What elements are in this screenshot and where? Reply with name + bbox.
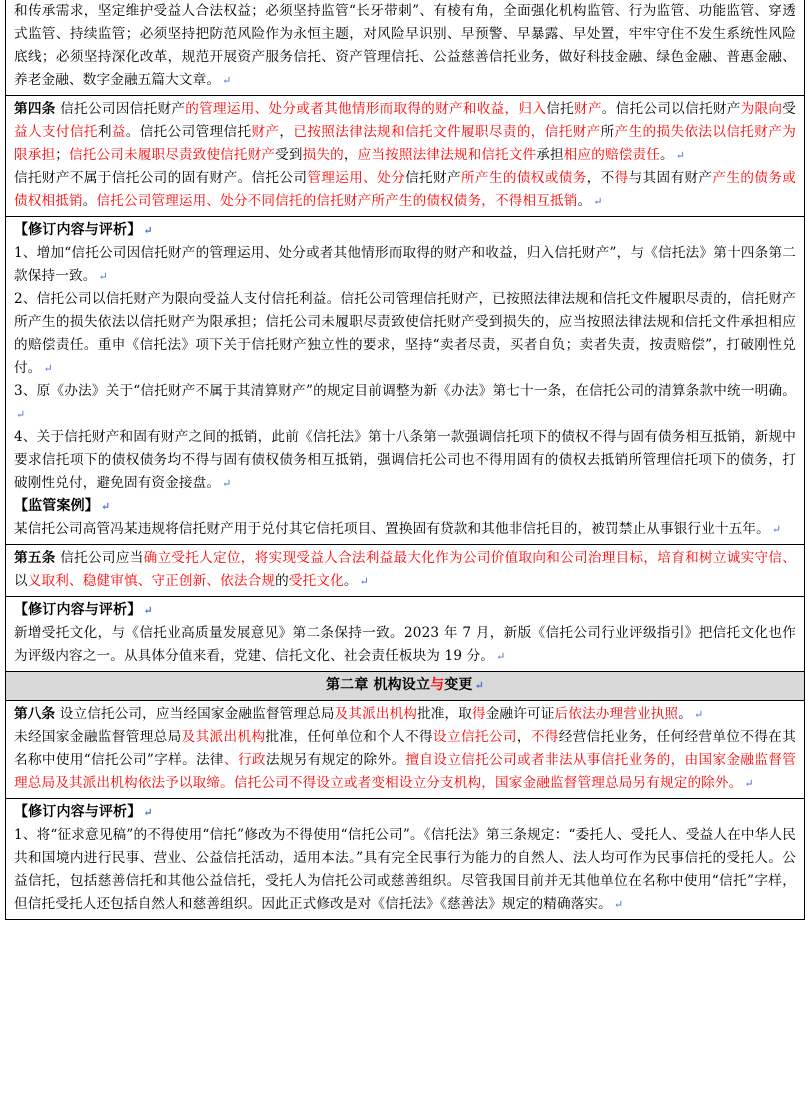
paragraph-mark-icon: ↵: [613, 898, 624, 911]
revision-1-item-3: 3、原《办法》关于“信托财产不属于其清算财产”的规定目前调整为新《办法》第七十一条，在信托公司的清算条款中统一明确。↵: [14, 383, 796, 421]
article-8-paragraph-2: 未经国家金融监督管理总局及其派出机构批准，任何单位和个人不得设立信托公司，不得经营信托业务，任何经营单位不得在其名称中使用“信托公司”字样。法律、行政法规另有规定的除外。擅自设立信托公司或者非法从事信托业务的，由国家金融监督管理总局及其派出机构依法予以取缔。信托公司不得设立或者变相设立分支机构，国家金融监督管理总局另有规定的除外。 ↵: [14, 729, 797, 791]
article-8-cell: [5, 701, 805, 799]
paragraph-mark-icon: ↵: [222, 477, 232, 490]
paragraph-mark-icon: ↵: [100, 500, 111, 513]
document-page: [5, 0, 805, 920]
paragraph-mark-icon: ↵: [474, 679, 484, 692]
revision-2-cell: [5, 597, 805, 672]
revision-1-cell: [5, 217, 805, 545]
article-4-cell: [5, 96, 805, 217]
paragraph-mark-icon: ↵: [359, 575, 369, 588]
article-8-label: 第八条: [14, 706, 56, 722]
paragraph-mark-icon: ↵: [744, 777, 754, 790]
article-4-label: 第四条: [14, 101, 56, 117]
revision-1-title: 【修订内容与评析】 ↵: [14, 222, 153, 238]
paragraph-mark-icon: ↵: [16, 408, 26, 421]
continuation-cell: [5, 0, 805, 96]
revision-1-item-4: 4、关于信托财产和固有财产之间的抵销，此前《信托法》第十八条第一款强调信托项下的债权不得与固有债务相互抵销，新规中要求信托项下的债权债务均不得与固有债权债务相互抵销，强调信托公司也不得用固有的债权去抵销所管理信托项下的债务，打破刚性兑付，避免固有资金接盘。 ↵: [14, 429, 796, 491]
paragraph-mark-icon: ↵: [771, 523, 782, 536]
paragraph-mark-icon: ↵: [496, 650, 506, 663]
revision-2-text: 新增受托文化，与《信托业高质量发展意见》第二条保持一致。2023 年 7 月，新版《信托公司行业评级指引》把信托文化也作为评级内容之一。从具体分值来看，党建、信托文化、社会责任板块为 19 分。 ↵: [14, 625, 796, 664]
revision-1-item-1: 1、增加“信托公司因信托财产的管理运用、处分或者其他情形而取得的财产和收益，归入信托财产”，与《信托法》第十四条第二款保持一致。 ↵: [14, 245, 796, 284]
article-4-paragraph-1: 第四条 信托公司因信托财产的管理运用、处分或者其他情形而取得的财产和收益，归入信托财产。信托公司以信托财产为限向受益人支付信托利益。信托公司管理信托财产，已按照法律法规和信托文件履职尽责的，信托财产所产生的损失依法以信托财产为限承担；信托公司未履职尽责致使信托财产受到损失的，应当按照法律法规和信托文件承担相应的赔偿责任。 ↵: [14, 101, 797, 163]
continuation-paragraph: 和传承需求，坚定维护受益人合法权益；必须坚持监管“长牙带刺”、有棱有角，全面强化机构监管、行为监管、功能监管、穿透式监管、持续监管；必须坚持把防范风险作为永恒主题，对风险早识别、早预警、早暴露、早处置，牢牢守住不发生系统性风险底线；必须坚持深化改革，规范开展资产服务信托、资产管理信托、公益慈善信托业务，做好科技金融、绿色金融、普惠金融、养老金融、数字金融五篇大文章。 ↵: [14, 3, 796, 88]
case-1-title: 【监管案例】 ↵: [14, 498, 111, 514]
paragraph-mark-icon: ↵: [143, 604, 153, 617]
article-5-paragraph: 第五条 信托公司应当确立受托人定位，将实现受益人合法利益最大化作为公司价值取向和公司治理目标，培育和树立诚实守信、以义取利、稳健审慎、守正创新、依法合规的受托文化。 ↵: [14, 550, 797, 589]
case-1-text: 某信托公司高管冯某违规将信托财产用于兑付其它信托项目、置换固有贷款和其他非信托目的，被罚禁止从事银行业十五年。 ↵: [14, 521, 782, 537]
revision-2-title: 【修订内容与评析】 ↵: [14, 602, 153, 618]
chapter-2-heading: 第二章 机构设立与变更 ↵: [326, 677, 484, 693]
article-8-paragraph-1: 第八条 设立信托公司，应当经国家金融监督管理总局及其派出机构批准，取得金融许可证后依法办理营业执照。 ↵: [14, 706, 704, 722]
revision-3-title: 【修订内容与评析】 ↵: [14, 804, 153, 820]
article-5-cell: [5, 545, 805, 597]
paragraph-mark-icon: ↵: [98, 270, 108, 283]
paragraph-mark-icon: ↵: [222, 74, 232, 87]
paragraph-mark-icon: ↵: [593, 195, 603, 208]
chapter-2-heading-cell: [5, 672, 805, 701]
paragraph-mark-icon: ↵: [43, 362, 53, 375]
paragraph-mark-icon: ↵: [143, 224, 153, 237]
article-5-label: 第五条: [14, 550, 56, 566]
paragraph-mark-icon: ↵: [675, 149, 686, 162]
paragraph-mark-icon: ↵: [143, 806, 153, 819]
article-4-paragraph-2: 信托财产不属于信托公司的固有财产。信托公司管理运用、处分信托财产所产生的债权或债务，不得与其固有财产产生的债务或债权相抵销。信托公司管理运用、处分不同信托的信托财产所产生的债权债务，不得相互抵销。 ↵: [14, 170, 796, 209]
revision-1-item-2: 2、信托公司以信托财产为限向受益人支付信托利益。信托公司管理信托财产，已按照法律法规和信托文件履职尽责的，信托财产所产生的损失依法以信托财产为限承担；信托公司未履职尽责致使信托财产受到损失的，应当按照法律法规和信托文件承担相应的赔偿责任。重申《信托法》项下关于信托财产独立性的要求，坚持“卖者尽责，买者自负；卖者失责，按责赔偿”，打破刚性兑付。 ↵: [14, 291, 796, 376]
paragraph-mark-icon: ↵: [693, 708, 704, 721]
revision-3-text: 1、将“征求意见稿”的不得使用“信托”修改为不得使用“信托公司”。《信托法》第三条规定：“委托人、受托人、受益人在中华人民共和国境内进行民事、营业、公益信托活动，适用本法。”具有完全民事行为能力的自然人、法人均可作为民事信托的受托人。公益信托，包括慈善信托和其他公益信托，受托人为信托公司或慈善组织。尽管我国目前并无其他单位在名称中使用“信托”字样，但信托受托人还包括自然人和慈善组织。因此正式修改是对《信托法》《慈善法》规定的精确落实。 ↵: [14, 827, 796, 912]
revision-3-cell: [5, 799, 805, 920]
